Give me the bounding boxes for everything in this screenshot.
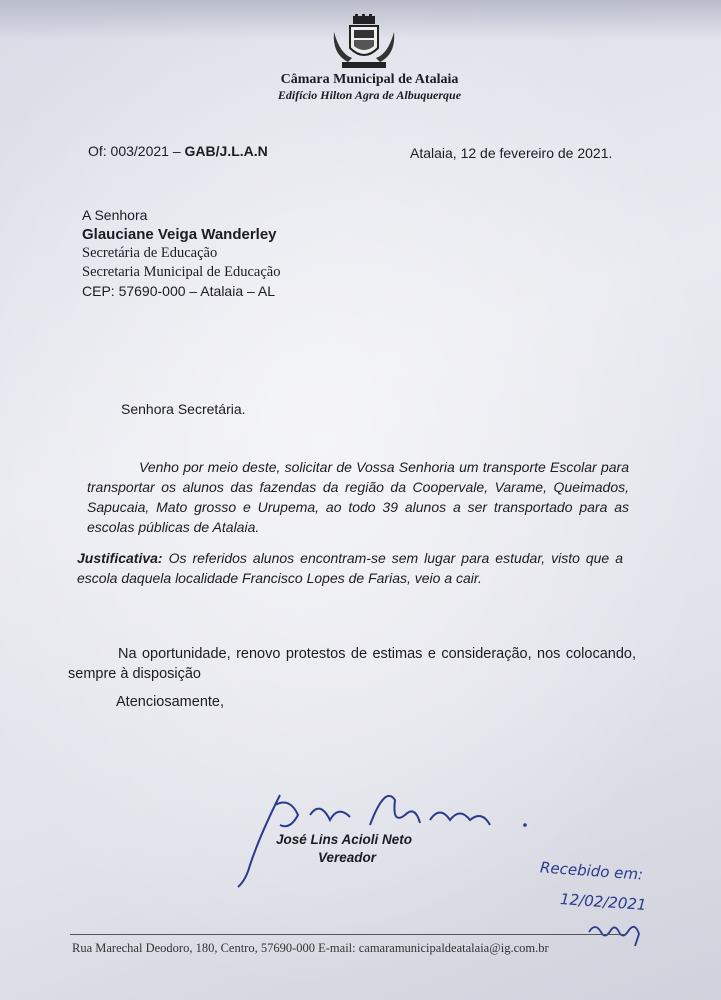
coat-of-arms-icon — [326, 14, 402, 72]
received-label: Recebido em: — [539, 858, 644, 884]
recipient-cep: CEP: 57690-000 – Atalaia – AL — [82, 283, 276, 299]
footer-address: Rua Marechal Deodoro, 180, Centro, 57690-000 E-mail: camaramunicipaldeatalaia@ig.com.br — [72, 941, 549, 955]
signer-title: Vereador — [318, 850, 377, 865]
footer-divider — [70, 934, 625, 935]
signer-name: José Lins Acioli Neto — [276, 832, 413, 847]
received-date: 12/02/2021 — [559, 890, 647, 914]
recipient-block — [82, 206, 280, 301]
body-paragraph-2 — [77, 548, 623, 588]
reference-number — [88, 143, 268, 159]
letter-date: Atalaia, 12 de fevereiro de 2021. — [410, 145, 613, 161]
building-name: Edifício Hilton Agra de Albuquerque — [277, 88, 462, 102]
justification-text: Os referidos alunos encontram-se sem lugar para estudar, visto que a escola daquela localidade Francisco Lopes de Farias, veio a cair. — [77, 550, 623, 586]
recipient-name: Glauciane Veiga Wanderley — [82, 226, 277, 243]
body-paragraph-3 — [68, 644, 636, 684]
institution-name: Câmara Municipal de Atalaia — [280, 72, 459, 87]
reference-code: GAB/J.L.A.N — [184, 143, 268, 159]
recipient-role: Secretária de Educação — [82, 245, 218, 261]
recipient-office: Secretaria Municipal de Educação — [82, 264, 281, 280]
justification-label: Justificativa: — [77, 550, 163, 566]
reference-prefix: Of: 003/2021 – — [88, 143, 185, 159]
body-paragraph-1-text: Venho por meio deste, solicitar de Vossa Senhoria um transporte Escolar para transportar os alunos das fazendas da região da Coopervale, Varame, Queimados, Sapucaia, Mato grosso e Urupema, ao todo 39 alunos a ser transportado para as escolas públicas de Atalaia. — [87, 459, 629, 535]
closing: Atenciosamente, — [116, 694, 225, 710]
received-rubric-icon — [585, 918, 645, 948]
body-paragraph-1 — [87, 457, 629, 537]
salutation: Senhora Secretária. — [121, 401, 246, 417]
body-paragraph-3-text: Na oportunidade, renovo protestos de estimas e consideração, nos colocando, sempre à disposição — [68, 646, 636, 682]
recipient-greeting: A Senhora — [82, 207, 148, 223]
